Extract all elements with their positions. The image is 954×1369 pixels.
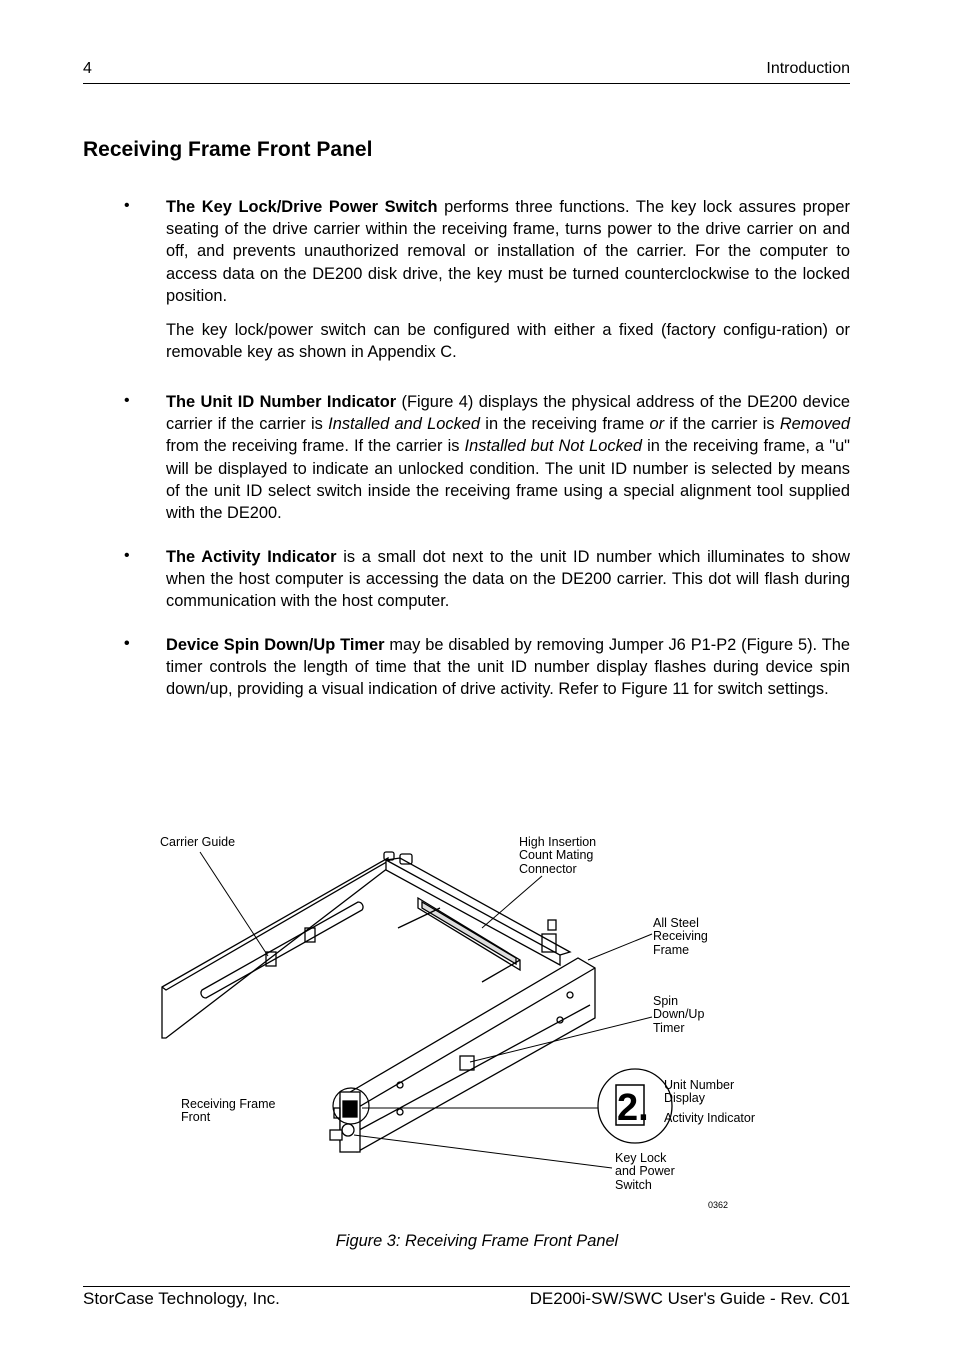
bullet-marker: • bbox=[124, 547, 130, 564]
figure-code: 0362 bbox=[708, 1200, 729, 1210]
timer-paragraph bbox=[166, 634, 850, 701]
running-header: Introduction bbox=[766, 60, 850, 77]
label-carrier-guide: Carrier Guide bbox=[160, 835, 236, 849]
unit-id-text: if the carrier is bbox=[664, 415, 780, 434]
footer-doc: DE200i-SW/SWC User's Guide - Rev. C01 bbox=[529, 1289, 850, 1308]
label-timer: Spin Down/Up Timer bbox=[653, 994, 705, 1035]
section-title: Receiving Frame Front Panel bbox=[83, 138, 373, 161]
unit-id-emph: Removed bbox=[779, 415, 850, 434]
receiving-frame-figure bbox=[150, 830, 790, 1215]
figure-caption: Figure 3: Receiving Frame Front Panel bbox=[335, 1232, 619, 1250]
unit-id-text: in the receiving frame, a "u" will be displayed to indicate an unlocked condition. The unit ID number is selected by means of the unit ID select switch inside the receiving frame using a special alignment tool supplied with the DE200. bbox=[166, 437, 851, 523]
unit-id-text: in the receiving frame bbox=[480, 415, 650, 434]
key-lock-paragraph-2: The key lock/power switch can be configured with either a fixed (factory configu-ration) or removable key as shown in Appendix C. bbox=[166, 321, 850, 362]
bullet-marker: • bbox=[124, 392, 130, 409]
label-activity: Activity Indicator bbox=[664, 1111, 756, 1125]
unit-id-paragraph bbox=[166, 391, 850, 524]
unit-id-term: The Unit ID Number Indicator bbox=[166, 393, 397, 411]
unit-id-emph: or bbox=[649, 415, 665, 434]
unit-id-emph: Installed and Locked bbox=[328, 415, 481, 434]
footer-rule bbox=[83, 1286, 850, 1287]
label-connector: High Insertion Count Mating Connector bbox=[519, 835, 597, 876]
activity-paragraph bbox=[166, 546, 850, 613]
timer-term: Device Spin Down/Up Timer bbox=[166, 636, 385, 654]
unit-digit: 2. bbox=[617, 1087, 649, 1129]
key-lock-term: The Key Lock/Drive Power Switch bbox=[166, 198, 438, 216]
key-lock-text: performs three functions. The key lock assures proper seating of the drive carrier within the receiving frame, turns power to the drive carrier on and off, and prevents unauthorized removal or installation of the carrier. For the computer to access data on the DE200 disk drive, the key must be turned counterclockwise to the locked position. bbox=[166, 198, 850, 305]
label-unit-display: Unit Number Display bbox=[664, 1078, 735, 1106]
key-lock-paragraph bbox=[166, 196, 850, 307]
label-steel-frame: All Steel Receiving Frame bbox=[653, 916, 708, 957]
label-front: Receiving Frame Front bbox=[181, 1097, 276, 1125]
activity-term: The Activity Indicator bbox=[166, 548, 337, 566]
label-key-lock: Key Lock and Power Switch bbox=[615, 1151, 675, 1192]
bullet-marker: • bbox=[124, 635, 130, 652]
footer-company: StorCase Technology, Inc. bbox=[83, 1289, 280, 1308]
unit-id-text: (Figure 4) displays the physical address of the DE200 device carrier if the carrier is bbox=[166, 393, 850, 434]
unit-id-emph: Installed but Not Locked bbox=[464, 437, 642, 456]
unit-id-text: from the receiving frame. If the carrier is bbox=[166, 437, 465, 456]
timer-text: may be disabled by removing Jumper J6 P1-P2 (Figure 5). The timer controls the length of time that the unit ID number display flashes during device spin down/up, providing a visual indication of drive activity. Refer to Figure 11 for switch settings. bbox=[166, 636, 850, 699]
header-rule bbox=[83, 83, 850, 84]
activity-text: is a small dot next to the unit ID number which illuminates to show when the host computer is accessing the data on the DE200 carrier. This dot will flash during communication with the host computer. bbox=[166, 548, 850, 611]
bullet-marker: • bbox=[124, 197, 130, 214]
page-number: 4 bbox=[83, 60, 92, 77]
